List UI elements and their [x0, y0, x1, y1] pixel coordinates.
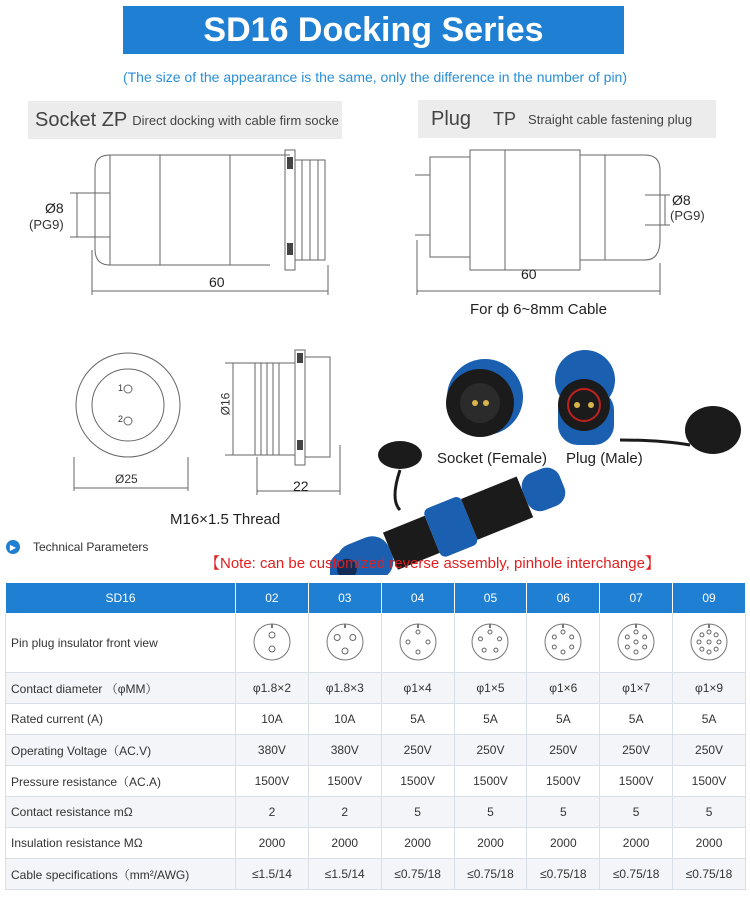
table-cell: φ1.8×2 [236, 673, 309, 704]
table-cell: 380V [236, 735, 309, 766]
face-pin-2-label: 2 [118, 414, 124, 424]
row-label: Pressure resistance（AC.A) [6, 766, 236, 797]
table-cell: 1500V [527, 766, 600, 797]
plug-pg-label: (PG9) [670, 208, 705, 223]
pin-face-icon [470, 622, 510, 662]
socket-diameter-label: Ø8 [45, 200, 64, 216]
parameters-table [5, 582, 746, 890]
plug-length-label: 60 [521, 266, 537, 282]
pin-face-cell [527, 614, 600, 673]
table-cell: 2000 [236, 828, 309, 859]
plug-label-code: TP [493, 108, 517, 129]
photo-plug-label: Plug (Male) [566, 450, 643, 467]
pin-face-icon [689, 622, 729, 662]
table-cell: 5 [381, 797, 454, 828]
page-title: SD16 Docking Series [123, 6, 624, 54]
table-cell: 250V [527, 735, 600, 766]
face-diameter-label: Ø25 [115, 472, 138, 486]
table-cell: 5A [600, 704, 673, 735]
table-cell: ≤0.75/18 [673, 859, 746, 890]
table-cell: φ1×9 [673, 673, 746, 704]
plug-side-drawing [405, 145, 675, 300]
section-header [6, 540, 148, 554]
table-header-cell: 07 [600, 583, 673, 614]
table-cell: 5 [527, 797, 600, 828]
table-row [6, 704, 746, 735]
pin-face-cell [308, 614, 381, 673]
table-cell: ≤0.75/18 [381, 859, 454, 890]
table-row [6, 797, 746, 828]
table-cell: ≤0.75/18 [600, 859, 673, 890]
table-cell: 2 [308, 797, 381, 828]
table-cell: 10A [308, 704, 381, 735]
table-cell: φ1×4 [381, 673, 454, 704]
row-label: Operating Voltage（AC.V) [6, 735, 236, 766]
table-header-cell: 09 [673, 583, 746, 614]
customization-note: 【Note: can be customized reverse assembly, pinhole interchange】 [205, 555, 660, 572]
face-pin-1-label: 1 [118, 383, 124, 393]
table-header-cell: 03 [308, 583, 381, 614]
pin-face-cell [236, 614, 309, 673]
socket-length-label: 60 [209, 274, 225, 290]
row-label: Rated current (A) [6, 704, 236, 735]
table-row [6, 735, 746, 766]
table-cell: 250V [381, 735, 454, 766]
page-subtitle: (The size of the appearance is the same, only the difference in the number of pin) [122, 69, 628, 85]
table-row [6, 766, 746, 797]
table-cell: 1500V [454, 766, 527, 797]
table-cell: φ1.8×3 [308, 673, 381, 704]
table-cell: 2 [236, 797, 309, 828]
pin-face-cell [381, 614, 454, 673]
socket-label-desc: Direct docking with cable firm socke [132, 112, 339, 128]
table-header-row [6, 583, 746, 614]
table-cell: 2000 [600, 828, 673, 859]
pin-face-icon [398, 622, 438, 662]
table-cell: ≤1.5/14 [236, 859, 309, 890]
table-cell: 10A [236, 704, 309, 735]
pin-face-icon [325, 622, 365, 662]
plug-label-desc: Straight cable fastening plug [528, 111, 693, 127]
table-cell: 5A [454, 704, 527, 735]
table-cell: 1500V [308, 766, 381, 797]
table-cell: 2000 [454, 828, 527, 859]
table-cell: 1500V [381, 766, 454, 797]
table-row [6, 859, 746, 890]
table-cell: 5A [381, 704, 454, 735]
socket-pg-label: (PG9) [29, 217, 64, 232]
table-row [6, 673, 746, 704]
table-cell: ≤0.75/18 [527, 859, 600, 890]
table-header-cell: 02 [236, 583, 309, 614]
plug-label-box [418, 100, 716, 138]
cable-note: For ф 6~8mm Cable [470, 301, 607, 318]
table-cell: 1500V [600, 766, 673, 797]
table-cell: 5A [527, 704, 600, 735]
table-header-cell: 06 [527, 583, 600, 614]
table-cell: 250V [600, 735, 673, 766]
table-cell: ≤0.75/18 [454, 859, 527, 890]
table-cell: φ1×5 [454, 673, 527, 704]
table-row [6, 828, 746, 859]
side-diameter-label: Ø16 [218, 392, 233, 416]
table-header-cell: 04 [381, 583, 454, 614]
table-cell: 1500V [673, 766, 746, 797]
pin-face-icon [252, 622, 292, 662]
table-cell: 5 [600, 797, 673, 828]
pin-face-cell [600, 614, 673, 673]
table-cell: 380V [308, 735, 381, 766]
row-label: Contact resistance mΩ [6, 797, 236, 828]
table-cell: 250V [454, 735, 527, 766]
pin-face-icon [543, 622, 583, 662]
section-title: Technical Parameters [33, 540, 149, 554]
table-cell: ≤1.5/14 [308, 859, 381, 890]
row-label: Pin plug insulator front view [6, 614, 236, 673]
table-cell: 2000 [673, 828, 746, 859]
table-cell: 2000 [381, 828, 454, 859]
socket-label-box [28, 101, 342, 139]
table-cell: 250V [673, 735, 746, 766]
table-cell: 1500V [236, 766, 309, 797]
table-row [6, 614, 746, 673]
thread-side-drawing [225, 345, 345, 500]
pin-face-cell [454, 614, 527, 673]
table-cell: 5 [454, 797, 527, 828]
table-cell: 2000 [308, 828, 381, 859]
pin-face-icon [616, 622, 656, 662]
side-length-label: 22 [293, 478, 309, 494]
thread-label: M16×1.5 Thread [170, 511, 281, 528]
plug-diameter-label: Ø8 [672, 192, 691, 208]
table-cell: 2000 [527, 828, 600, 859]
plug-label-title: Plug [431, 107, 472, 130]
pin-face-cell [673, 614, 746, 673]
table-header-cell: 05 [454, 583, 527, 614]
row-label: Contact diameter （φMM） [6, 673, 236, 704]
arrow-right-icon: ▶ [6, 540, 20, 554]
table-header-cell: SD16 [6, 583, 236, 614]
row-label: Insulation resistance MΩ [6, 828, 236, 859]
photo-socket-label: Socket (Female) [437, 450, 548, 467]
socket-label-title: Socket ZP [35, 108, 128, 131]
table-cell: φ1×7 [600, 673, 673, 704]
table-cell: 5A [673, 704, 746, 735]
row-label: Cable specifications（mm²/AWG) [6, 859, 236, 890]
table-cell: φ1×6 [527, 673, 600, 704]
table-cell: 5 [673, 797, 746, 828]
